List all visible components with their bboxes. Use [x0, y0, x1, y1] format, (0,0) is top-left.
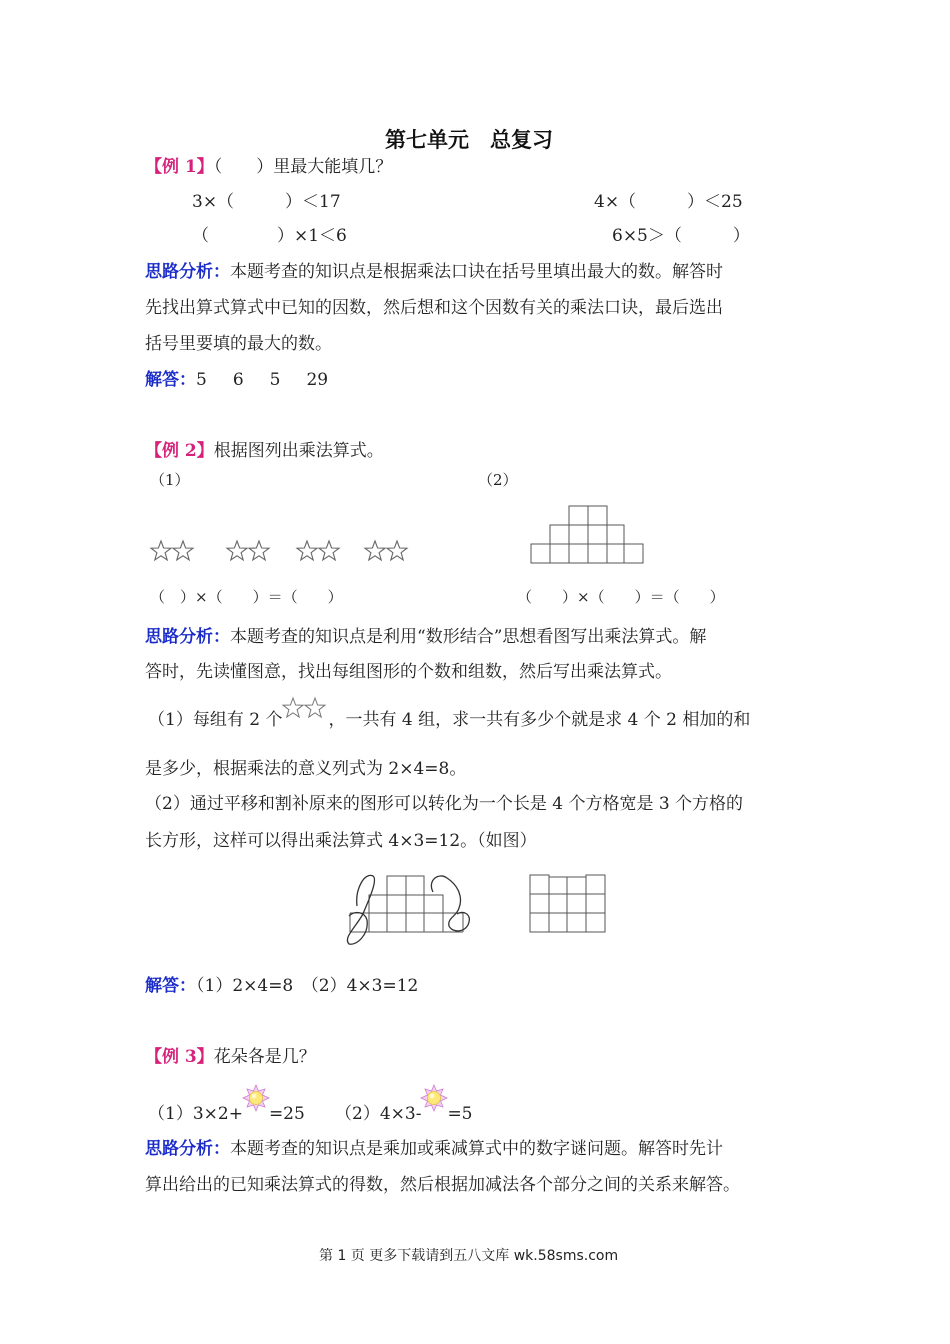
ex3-equation-2 [335, 1085, 473, 1124]
ex2-question-line [145, 436, 384, 461]
flower-icon [421, 1085, 447, 1111]
inline-stars-icon [282, 697, 328, 719]
ex2-analysis-line-1 [145, 622, 706, 647]
ex2-point-1-post: ，一共有 4 组，求一共有多少个就是求 4 个 2 相加的和 [328, 710, 751, 730]
ex2-question: 根据图列出乘法算式。 [213, 441, 384, 461]
ex1-analysis-line-3: 括号里要填的最大的数。 [145, 334, 332, 354]
ex3-analysis-label: 思路分析： [145, 1139, 230, 1159]
ex3-equation-1 [148, 1085, 305, 1124]
ex3-question: 花朵各是几？ [213, 1047, 316, 1067]
ex1-answer-2: 6 [232, 370, 244, 390]
ex2-blank-1: （ ）×（ ）＝（ ） [150, 588, 343, 606]
ex2-point-2-line-2: 长方形，这样可以得出乘法算式 4×3=12。（如图） [145, 831, 537, 851]
star-icon [151, 541, 171, 560]
ex1-item-1: 3×（ ）＜17 [192, 192, 341, 212]
star-group-1 [151, 541, 193, 560]
star-groups-figure [148, 538, 428, 568]
ex3-tag: 【例 3】 [145, 1047, 214, 1067]
ex3-eq1-pre: （1）3×2+ [148, 1104, 243, 1124]
ex2-analysis-label: 思路分析： [145, 627, 230, 647]
ex2-tag: 【例 2】 [145, 441, 214, 461]
ex3-analysis-line-2: 算出给出的已知乘法算式的得数，然后根据加减法各个部分之间的关系来解答。 [145, 1175, 740, 1195]
star-icon [173, 541, 193, 560]
star-icon [387, 541, 407, 560]
ex2-point-1-pre: （1）每组有 2 个 [148, 710, 283, 730]
ex1-analysis-label: 思路分析： [145, 262, 230, 282]
ex3-eq2-post: =5 [447, 1104, 473, 1124]
ex1-answer-1: 5 [196, 370, 207, 390]
ex2-answer-line [145, 971, 418, 996]
ex2-answer-label: 解答： [145, 976, 196, 996]
star-group-3 [297, 541, 339, 560]
star-icon [365, 541, 385, 560]
ex1-question: （ ）里最大能填几？ [213, 157, 393, 177]
translation-sketch-figure [335, 868, 485, 948]
ex3-question-line [145, 1042, 316, 1067]
ex1-answer-4: 29 [306, 370, 329, 390]
ex3-analysis-line-1 [145, 1134, 723, 1159]
ex1-analysis-line-2: 先找出算式算式中已知的因数，然后想和这个因数有关的乘法口诀，最后选出 [145, 298, 723, 318]
ex2-sub-1: （1） [150, 471, 190, 489]
ex1-analysis-text-1: 本题考查的知识点是根据乘法口诀在括号里填出最大的数。解答时 [230, 262, 723, 282]
ex2-analysis-text-1: 本题考查的知识点是利用“数形结合”思想看图写出乘法算式。解 [230, 627, 707, 647]
ex2-answer-text: （1）2×4=8 （2）4×3=12 [196, 976, 419, 996]
page-footer: 第 1 页 更多下载请到五八文库 wk.58sms.com [319, 1248, 619, 1264]
staircase-grid-figure [530, 503, 650, 565]
result-rectangle-figure [528, 873, 608, 935]
star-icon [227, 541, 247, 560]
ex1-tag: 【例 1】 [145, 157, 214, 177]
ex1-answer-label: 解答： [145, 370, 196, 390]
ex3-eq1-post: =25 [268, 1104, 305, 1124]
page-title: 第七单元 总复习 [385, 127, 553, 152]
star-group-2 [227, 541, 269, 560]
ex2-sub-2: （2） [478, 471, 518, 489]
star-group-4 [365, 541, 407, 560]
ex1-answer-line [145, 365, 328, 390]
ex3-analysis-text-1: 本题考查的知识点是乘加或乘减算式中的数字谜问题。解答时先计 [230, 1139, 723, 1159]
ex1-answer-3: 5 [269, 370, 281, 390]
star-icon [319, 541, 339, 560]
ex1-item-3: （ ）×1＜6 [192, 226, 347, 246]
ex2-analysis-line-2: 答时，先读懂图意，找出每组图形的个数和组数，然后写出乘法算式。 [145, 662, 672, 682]
ex2-point-2-line-1: （2）通过平移和割补原来的图形可以转化为一个长是 4 个方格宽是 3 个方格的 [145, 794, 744, 814]
ex2-blank-2: （ ）×（ ）＝（ ） [517, 588, 725, 606]
ex1-analysis-line-1 [145, 257, 723, 282]
ex3-eq2-pre: （2）4×3- [335, 1104, 422, 1124]
ex2-point-1-line-1 [148, 697, 750, 730]
flower-icon [243, 1085, 269, 1111]
ex1-question-line [145, 152, 392, 177]
ex2-point-1-line-2: 是多少，根据乘法的意义列式为 2×4=8。 [145, 759, 467, 779]
star-icon [297, 541, 317, 560]
ex1-item-2: 4×（ ）＜25 [594, 192, 743, 212]
star-icon [249, 541, 269, 560]
ex1-item-4: 6×5＞（ ） [612, 226, 750, 246]
